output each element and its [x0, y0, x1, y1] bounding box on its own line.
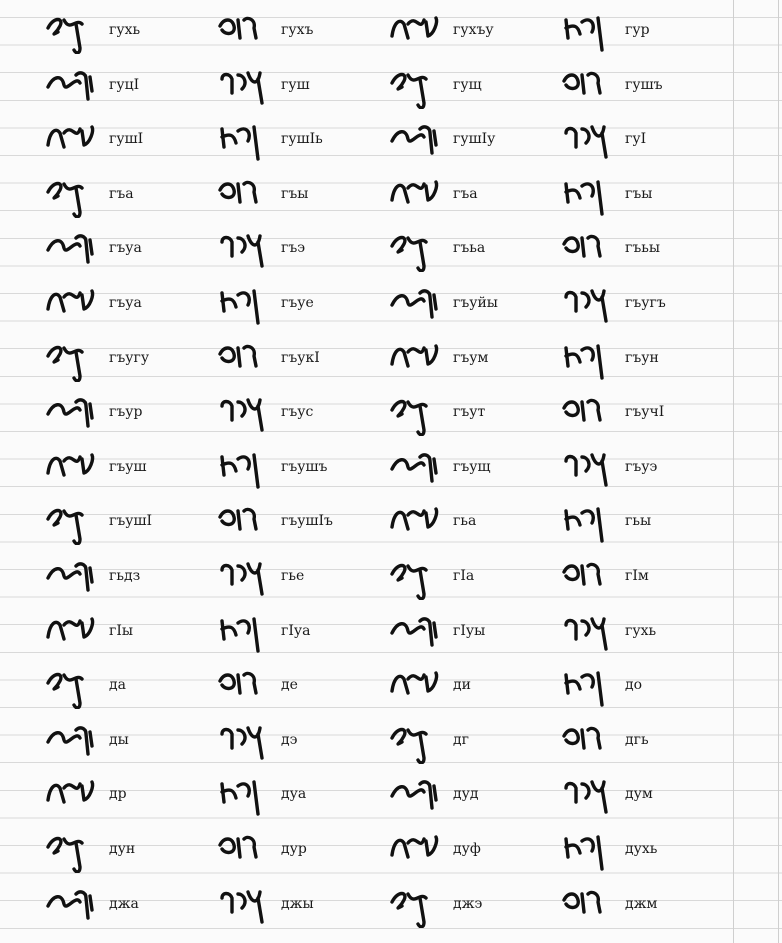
syllable-label: гъуа: [109, 240, 142, 257]
calligraphic-glyph-icon: [46, 724, 102, 764]
syllable-entry: [382, 716, 554, 771]
syllable-label: гуцI: [109, 76, 140, 93]
syllable-entry: [382, 388, 554, 443]
syllable-label: до: [625, 677, 643, 694]
syllable-label: гъуйы: [453, 294, 498, 311]
calligraphic-glyph-icon: [218, 505, 274, 545]
syllable-label: гуI: [625, 131, 647, 148]
calligraphic-glyph-icon: [218, 669, 274, 709]
calligraphic-glyph-icon: [218, 560, 274, 600]
syllable-entry: [554, 552, 726, 607]
calligraphic-glyph-icon: [46, 69, 102, 109]
calligraphic-glyph-icon: [390, 287, 446, 327]
calligraphic-glyph-icon: [46, 178, 102, 218]
syllable-entry: [382, 497, 554, 552]
syllable-label: др: [109, 786, 127, 803]
syllable-label: гухь: [109, 22, 141, 38]
syllable-entry: [554, 6, 726, 61]
syllable-entry: [382, 115, 554, 170]
calligraphic-glyph-icon: [390, 778, 446, 818]
syllable-label: гуш: [281, 76, 310, 93]
calligraphic-glyph-icon: [46, 123, 102, 163]
syllable-label: гIы: [109, 622, 134, 639]
syllable-label: гушIь: [281, 131, 323, 148]
syllable-entry: [38, 170, 210, 225]
calligraphic-glyph-icon: [390, 178, 446, 218]
syllable-label: гъур: [109, 404, 143, 421]
syllable-label: гъугу: [109, 349, 150, 366]
calligraphic-glyph-icon: [390, 615, 446, 655]
syllable-label: гухъ: [281, 22, 314, 38]
syllable-label: ды: [109, 731, 129, 748]
syllable-grid: [38, 6, 758, 934]
syllable-entry: [382, 661, 554, 716]
calligraphic-glyph-icon: [46, 560, 102, 600]
syllable-label: гъугъ: [625, 294, 666, 311]
syllable-label: гIуа: [281, 622, 311, 639]
calligraphic-glyph-icon: [562, 123, 618, 163]
syllable-label: гъуэ: [625, 458, 658, 475]
syllable-label: гьа: [453, 513, 477, 530]
page-margin-line-outer: [778, 0, 779, 943]
calligraphic-glyph-icon: [218, 778, 274, 818]
syllable-label: гъус: [281, 404, 314, 421]
syllable-entry: [382, 170, 554, 225]
syllable-entry: [210, 497, 382, 552]
syllable-entry: [382, 770, 554, 825]
syllable-entry: [38, 607, 210, 662]
calligraphic-glyph-icon: [390, 888, 446, 928]
calligraphic-glyph-icon: [46, 232, 102, 272]
syllable-label: джм: [625, 895, 658, 912]
syllable-entry: [382, 279, 554, 334]
syllable-label: гущ: [453, 76, 482, 93]
syllable-entry: [382, 224, 554, 279]
syllable-label: дгь: [625, 731, 649, 748]
syllable-entry: [38, 61, 210, 116]
syllable-label: гъушIъ: [281, 513, 333, 530]
calligraphic-glyph-icon: [218, 451, 274, 491]
calligraphic-glyph-icon: [218, 396, 274, 436]
syllable-entry: [210, 607, 382, 662]
syllable-label: гъа: [109, 185, 134, 202]
syllable-entry: [38, 497, 210, 552]
calligraphic-glyph-icon: [562, 451, 618, 491]
calligraphic-glyph-icon: [390, 451, 446, 491]
syllable-label: гур: [625, 22, 650, 38]
syllable-label: гъы: [281, 185, 309, 202]
calligraphic-glyph-icon: [562, 396, 618, 436]
syllable-label: гъуа: [109, 294, 142, 311]
syllable-entry: [38, 6, 210, 61]
syllable-label: дум: [625, 786, 653, 803]
calligraphic-glyph-icon: [562, 342, 618, 382]
syllable-entry: [554, 170, 726, 225]
syllable-entry: [382, 334, 554, 389]
calligraphic-glyph-icon: [562, 560, 618, 600]
syllable-entry: [210, 170, 382, 225]
syllable-entry: [554, 880, 726, 935]
calligraphic-glyph-icon: [218, 69, 274, 109]
syllable-label: гъьа: [453, 240, 486, 257]
syllable-entry: [210, 825, 382, 880]
syllable-entry: [210, 61, 382, 116]
syllable-entry: [554, 61, 726, 116]
syllable-entry: [38, 334, 210, 389]
syllable-entry: [554, 661, 726, 716]
syllable-label: гъуш: [109, 458, 147, 475]
calligraphic-glyph-icon: [562, 778, 618, 818]
syllable-entry: [554, 279, 726, 334]
syllable-entry: [382, 6, 554, 61]
syllable-entry: [382, 607, 554, 662]
syllable-label: дг: [453, 731, 469, 748]
syllable-entry: [38, 388, 210, 443]
syllable-label: гушъ: [625, 76, 663, 93]
calligraphic-glyph-icon: [218, 888, 274, 928]
syllable-label: гухь: [625, 622, 657, 639]
syllable-entry: [210, 6, 382, 61]
syllable-entry: [210, 880, 382, 935]
calligraphic-glyph-icon: [46, 505, 102, 545]
syllable-label: духь: [625, 840, 658, 857]
syllable-entry: [210, 716, 382, 771]
calligraphic-glyph-icon: [218, 232, 274, 272]
calligraphic-glyph-icon: [390, 232, 446, 272]
calligraphic-glyph-icon: [218, 724, 274, 764]
syllable-entry: [210, 443, 382, 498]
syllable-label: да: [109, 677, 126, 694]
calligraphic-glyph-icon: [562, 178, 618, 218]
syllable-entry: [38, 825, 210, 880]
syllable-entry: [38, 880, 210, 935]
syllable-label: гъы: [625, 185, 653, 202]
syllable-entry: [38, 661, 210, 716]
syllable-entry: [554, 115, 726, 170]
calligraphic-glyph-icon: [390, 342, 446, 382]
syllable-label: гьы: [625, 513, 652, 530]
syllable-label: гъуе: [281, 294, 314, 311]
syllable-label: гъун: [625, 349, 659, 366]
calligraphic-glyph-icon: [46, 342, 102, 382]
calligraphic-glyph-icon: [390, 69, 446, 109]
calligraphic-glyph-icon: [390, 505, 446, 545]
calligraphic-glyph-icon: [390, 396, 446, 436]
calligraphic-glyph-icon: [390, 14, 446, 54]
calligraphic-glyph-icon: [390, 669, 446, 709]
calligraphic-glyph-icon: [562, 505, 618, 545]
syllable-entry: [382, 443, 554, 498]
syllable-entry: [554, 497, 726, 552]
calligraphic-glyph-icon: [46, 833, 102, 873]
syllable-label: гIм: [625, 567, 649, 584]
calligraphic-glyph-icon: [390, 724, 446, 764]
syllable-label: гIа: [453, 567, 475, 584]
syllable-label: гъущ: [453, 458, 491, 475]
calligraphic-glyph-icon: [562, 669, 618, 709]
syllable-entry: [38, 279, 210, 334]
syllable-entry: [554, 825, 726, 880]
syllable-entry: [210, 224, 382, 279]
calligraphic-glyph-icon: [390, 123, 446, 163]
syllable-label: джэ: [453, 895, 483, 912]
calligraphic-glyph-icon: [46, 14, 102, 54]
syllable-entry: [554, 770, 726, 825]
calligraphic-glyph-icon: [562, 833, 618, 873]
syllable-entry: [38, 552, 210, 607]
syllable-label: дуд: [453, 786, 479, 803]
syllable-label: гъьы: [625, 240, 661, 257]
syllable-entry: [210, 334, 382, 389]
calligraphic-glyph-icon: [46, 888, 102, 928]
calligraphic-glyph-icon: [218, 833, 274, 873]
syllable-entry: [210, 661, 382, 716]
syllable-entry: [38, 770, 210, 825]
syllable-entry: [382, 880, 554, 935]
syllable-label: гIуы: [453, 622, 486, 639]
syllable-entry: [382, 825, 554, 880]
syllable-label: гъушI: [109, 513, 153, 530]
calligraphic-glyph-icon: [218, 615, 274, 655]
syllable-label: дэ: [281, 731, 298, 748]
syllable-entry: [210, 279, 382, 334]
syllable-entry: [38, 224, 210, 279]
calligraphic-glyph-icon: [562, 232, 618, 272]
syllable-entry: [554, 334, 726, 389]
syllable-label: дун: [109, 840, 136, 857]
syllable-label: дуа: [281, 786, 307, 803]
syllable-label: гъэ: [281, 240, 306, 257]
calligraphic-glyph-icon: [562, 615, 618, 655]
syllable-label: гъа: [453, 185, 478, 202]
syllable-label: гъукI: [281, 349, 320, 366]
syllable-entry: [554, 443, 726, 498]
calligraphic-glyph-icon: [218, 287, 274, 327]
syllable-entry: [210, 552, 382, 607]
syllable-label: джа: [109, 895, 139, 912]
syllable-label: гушIу: [453, 131, 496, 148]
syllable-label: дуф: [453, 840, 481, 857]
calligraphic-glyph-icon: [46, 396, 102, 436]
calligraphic-glyph-icon: [218, 178, 274, 218]
syllable-entry: [38, 716, 210, 771]
syllable-label: гъушъ: [281, 458, 328, 475]
calligraphic-glyph-icon: [390, 833, 446, 873]
calligraphic-glyph-icon: [562, 724, 618, 764]
syllable-label: гъут: [453, 404, 486, 421]
syllable-entry: [382, 61, 554, 116]
syllable-label: гъум: [453, 349, 489, 366]
syllable-entry: [210, 115, 382, 170]
calligraphic-glyph-icon: [562, 888, 618, 928]
syllable-label: де: [281, 677, 298, 694]
syllable-label: гъучI: [625, 404, 665, 421]
syllable-label: дур: [281, 840, 307, 857]
calligraphic-glyph-icon: [562, 14, 618, 54]
calligraphic-glyph-icon: [562, 69, 618, 109]
calligraphic-glyph-icon: [218, 14, 274, 54]
calligraphic-glyph-icon: [46, 451, 102, 491]
calligraphic-glyph-icon: [218, 123, 274, 163]
syllable-label: джы: [281, 895, 314, 912]
calligraphic-glyph-icon: [46, 287, 102, 327]
syllable-entry: [382, 552, 554, 607]
syllable-entry: [554, 388, 726, 443]
syllable-label: гушI: [109, 131, 144, 148]
calligraphic-glyph-icon: [562, 287, 618, 327]
calligraphic-glyph-icon: [46, 669, 102, 709]
syllable-label: ди: [453, 677, 471, 694]
calligraphic-glyph-icon: [46, 615, 102, 655]
syllable-entry: [38, 443, 210, 498]
syllable-label: гьдз: [109, 567, 141, 584]
syllable-label: гухъу: [453, 22, 494, 38]
syllable-entry: [554, 607, 726, 662]
syllable-label: гье: [281, 567, 305, 584]
syllable-entry: [554, 716, 726, 771]
syllable-entry: [38, 115, 210, 170]
calligraphic-glyph-icon: [218, 342, 274, 382]
calligraphic-glyph-icon: [46, 778, 102, 818]
syllable-entry: [210, 388, 382, 443]
syllable-entry: [554, 224, 726, 279]
syllable-entry: [210, 770, 382, 825]
calligraphic-glyph-icon: [390, 560, 446, 600]
